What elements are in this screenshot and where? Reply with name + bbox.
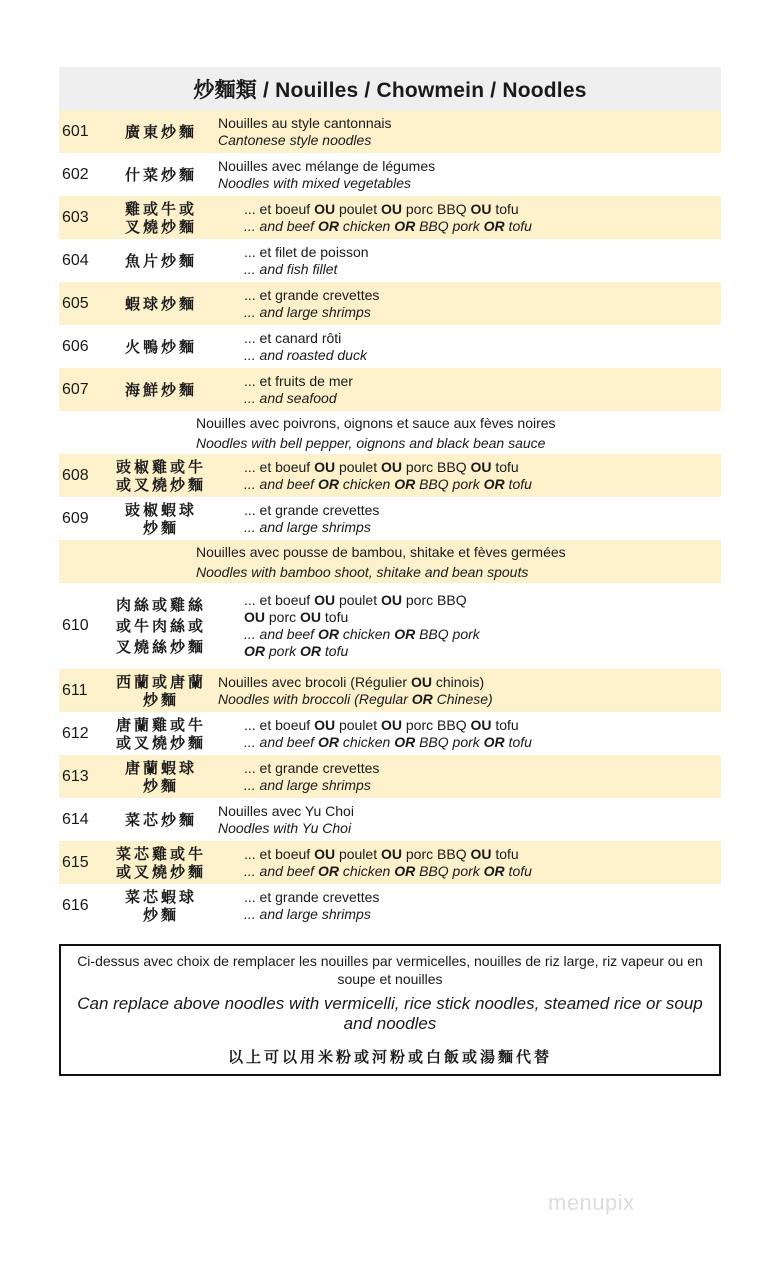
item-number: 613 xyxy=(62,767,89,785)
item-description: ... et grande crevettes ... and large shrimps xyxy=(244,759,380,793)
menu-item-611 xyxy=(59,669,721,712)
menu-item-609 xyxy=(59,497,721,540)
substitution-note xyxy=(59,944,721,1076)
item-chinese-name: 西蘭或唐蘭 炒麵 xyxy=(115,672,206,709)
menu-item-608 xyxy=(59,454,721,497)
item-number: 605 xyxy=(62,294,89,312)
note-french: Ci-dessus avec choix de remplacer les nouilles par vermicelles, nouilles de riz large, riz vapeur ou en soupe et nouilles xyxy=(77,953,703,987)
item-description: ... et canard rôti ... and roasted duck xyxy=(244,329,367,363)
menu-item-612 xyxy=(59,712,721,755)
item-description: ... et grande crevettes ... and large shrimps xyxy=(244,501,380,535)
item-chinese-name: 肉絲或雞絲 或牛肉絲或 叉燒絲炒麵 xyxy=(115,595,206,656)
item-number: 611 xyxy=(62,681,88,699)
item-description: ... et boeuf OU poulet OU porc BBQ OU tofu ... and beef OR chicken OR BBQ pork OR tofu xyxy=(244,716,532,750)
item-chinese-name: 廣東炒麵 xyxy=(124,122,197,141)
item-description: ... et boeuf OU poulet OU porc BBQ OU porc OU tofu ... and beef OR chicken OR BBQ pork OR pork OR tofu xyxy=(244,592,480,659)
subheader-french: Nouilles avec poivrons, oignons et sauce aux fèves noires xyxy=(196,414,556,431)
item-chinese-name: 海鮮炒麵 xyxy=(124,380,197,399)
subheader-english: Noodles with bamboo shoot, shitake and bean spouts xyxy=(196,563,529,580)
item-description: ... et boeuf OU poulet OU porc BBQ OU tofu ... and beef OR chicken OR BBQ pork OR tofu xyxy=(244,200,532,234)
item-chinese-name: 魚片炒麵 xyxy=(124,251,197,270)
item-description: ... et grande crevettes ... and large shrimps xyxy=(244,286,380,320)
menu-item-614 xyxy=(59,798,721,841)
item-chinese-name: 唐蘭蝦球 炒麵 xyxy=(124,758,197,795)
item-number: 616 xyxy=(62,896,89,914)
item-chinese-name: 菜芯蝦球 炒麵 xyxy=(124,887,197,924)
menu-item-610 xyxy=(59,583,721,669)
item-number: 608 xyxy=(62,466,89,484)
menu-item-616 xyxy=(59,884,721,927)
note-chinese: 以上可以用米粉或河粉或白飯或湯麵代替 xyxy=(227,1048,552,1066)
item-description: Nouilles au style cantonnais Cantonese style noodles xyxy=(218,114,392,148)
menu-item-613 xyxy=(59,755,721,798)
menu-item-615 xyxy=(59,841,721,884)
item-chinese-name: 火鴨炒麵 xyxy=(124,337,197,356)
item-chinese-name: 菜芯雞或牛 或叉燒炒麵 xyxy=(115,844,206,881)
item-number: 612 xyxy=(62,724,89,742)
subheader-black-bean xyxy=(59,411,721,454)
item-number: 606 xyxy=(62,337,89,355)
item-number: 603 xyxy=(62,208,89,226)
item-number: 604 xyxy=(62,251,89,269)
item-number: 615 xyxy=(62,853,89,871)
item-description: ... et filet de poisson ... and fish fillet xyxy=(244,243,369,277)
item-chinese-name: 菜芯炒麵 xyxy=(124,810,197,829)
menu-item-603 xyxy=(59,196,721,239)
item-description: ... et boeuf OU poulet OU porc BBQ OU tofu ... and beef OR chicken OR BBQ pork OR tofu xyxy=(244,845,532,879)
menu-item-605 xyxy=(59,282,721,325)
item-number: 609 xyxy=(62,509,89,527)
section-title: 炒麵類 / Nouilles / Chowmein / Noodles xyxy=(59,67,721,110)
item-description: ... et fruits de mer ... and seafood xyxy=(244,372,353,406)
item-number: 601 xyxy=(62,122,89,140)
item-description: Nouilles avec brocoli (Régulier OU chinois) Noodles with broccoli (Regular OR Chinese) xyxy=(218,673,493,707)
item-chinese-name: 蝦球炒麵 xyxy=(124,294,197,313)
item-description: Nouilles avec mélange de légumes Noodles with mixed vegetables xyxy=(218,157,436,191)
menu-item-606 xyxy=(59,325,721,368)
item-description: Nouilles avec Yu Choi Noodles with Yu Choi xyxy=(218,802,354,836)
item-number: 614 xyxy=(62,810,89,828)
subheader-english: Noodles with bell pepper, oignons and black bean sauce xyxy=(196,434,546,451)
item-chinese-name: 豉椒雞或牛 或叉燒炒麵 xyxy=(115,457,206,494)
subheader-bamboo xyxy=(59,540,721,583)
item-number: 610 xyxy=(62,617,89,634)
item-chinese-name: 什菜炒麵 xyxy=(124,165,197,184)
item-chinese-name: 唐蘭雞或牛 或叉燒炒麵 xyxy=(115,715,206,752)
subheader-french: Nouilles avec pousse de bambou, shitake et fèves germées xyxy=(196,543,566,560)
item-chinese-name: 豉椒蝦球 炒麵 xyxy=(124,500,197,537)
menu-item-602 xyxy=(59,153,721,196)
watermark-logo: menupix xyxy=(548,1190,635,1215)
item-description: ... et boeuf OU poulet OU porc BBQ OU tofu ... and beef OR chicken OR BBQ pork OR tofu xyxy=(244,458,532,492)
item-number: 607 xyxy=(62,380,89,398)
item-chinese-name: 雞或牛或 叉燒炒麵 xyxy=(124,199,197,236)
note-english: Can replace above noodles with vermicelli, rice stick noodles, steamed rice or soup and noodles xyxy=(77,994,703,1033)
item-description: ... et grande crevettes ... and large shrimps xyxy=(244,888,380,922)
menu-item-601 xyxy=(59,110,721,153)
menu-item-604 xyxy=(59,239,721,282)
menu-item-607 xyxy=(59,368,721,411)
noodles-menu xyxy=(59,67,721,927)
item-number: 602 xyxy=(62,165,89,183)
